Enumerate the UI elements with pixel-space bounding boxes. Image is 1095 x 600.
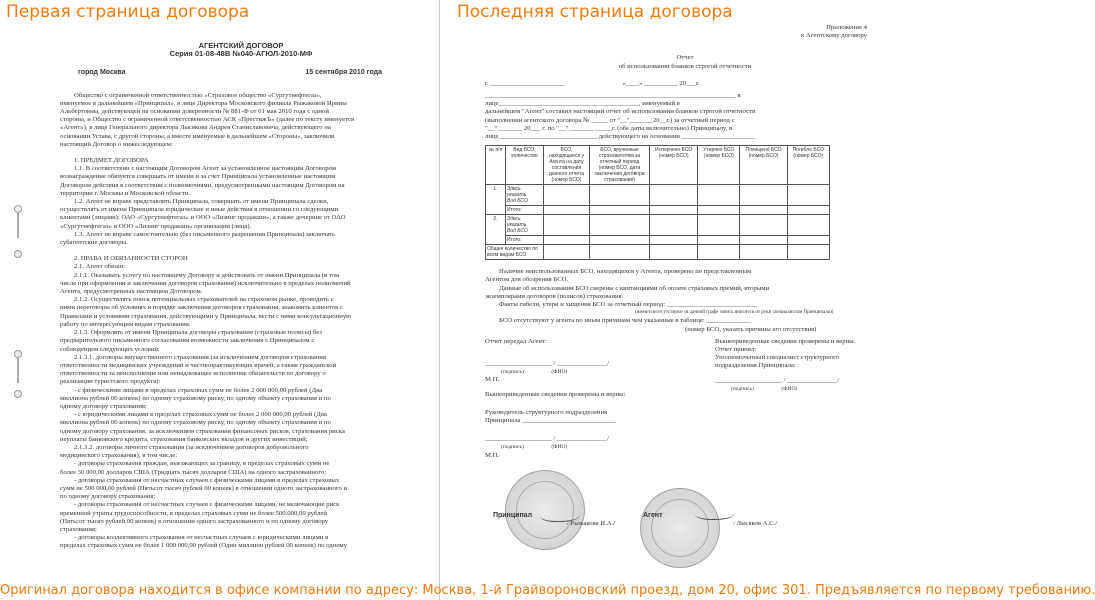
text-line: "__" _______ 20___ г. по "__" _______ _____г. (обе даты включительно) Принципалу, в — [485, 124, 733, 132]
text-line: лице_____________________________, действующего на основании ______________________ — [485, 133, 756, 141]
text-line: сумм не 500 000,00 рублей (Пятьсот тысяч рублей 00 копеек) в отношении одного застрахованного и — [60, 484, 348, 492]
principal-name: / Рыжакова И.А./ — [567, 520, 616, 527]
text-line: вознаграждение обязуется совершать от имени и за счет Принципала установленные настоящим — [60, 173, 336, 181]
text-line: Вышеприведенные сведения проверены и верны. — [715, 337, 856, 345]
text-line: Вид БСО — [507, 198, 528, 205]
text-line: 2.1. Агент обязан: — [74, 263, 126, 271]
table-header-cell: Похищено БСО (номер БСО) — [740, 146, 787, 185]
text-line: ____________________ / _______________/ — [715, 376, 840, 384]
text-line: (Пятьсот тысяч рублей 00 копеек) в отношении одного застрахованного и по одному договору — [60, 517, 329, 525]
contract-city: город Москва — [78, 69, 126, 77]
text-line: 2.1.1. Оказывать услугу по настоящему Договору и действовать от имени Принципала (в том — [74, 271, 340, 279]
text-line: Здесь — [507, 216, 521, 223]
contract-series: Серия 01-08-48В №040-АГЮЛ-2010-МФ — [169, 49, 313, 59]
text-line: подразделения Принципала: — [715, 362, 796, 370]
text-line: одному договору страхования, за исключением страхования финансовых рисков, страхования риска — [60, 427, 345, 435]
binder-thread — [17, 212, 19, 238]
text-line: М.П. — [485, 376, 500, 384]
text-line: (подпись) (ФИО) — [501, 444, 568, 451]
text-line: 2.1.3.1. договоры имущественного страхования (за исключением договоров страхования — [74, 353, 326, 361]
text-line: стороны, и Общество с ограниченной ответственностью АСК «ПрестижЪ» (далее по тексту именуется — [60, 116, 355, 124]
left-page-heading: Первая страница договора — [6, 2, 250, 22]
text-line: Агента, предусмотренных настоящим Договором. — [60, 288, 203, 296]
bso-report-table — [485, 145, 830, 260]
agent-signature — [695, 506, 735, 520]
text-line: ними переговоры об условиях и порядке заключения договоров страхования, знакомить клиентов с — [60, 304, 343, 312]
text-line: ___________________________________________________________________________ в — [485, 92, 741, 100]
binder-hole — [14, 390, 22, 398]
row-kind — [506, 185, 544, 206]
row-total: Итого: — [506, 206, 544, 215]
contract-title: АГЕНТСКИЙ ДОГОВОР — [198, 41, 284, 50]
text-line: экземплярами договоров (полисов) страхования. — [485, 292, 624, 300]
table-header-cell: БСО, находящиеся у Агента на дату составления данного отчета (номер БСО) — [544, 146, 590, 185]
text-line: ответственности медицинских учреждений и частнопрактикующих врачей, а также гражданской — [60, 361, 337, 369]
right-page-heading: Последняя страница договора — [457, 2, 733, 22]
text-line: - договоры страхования граждан, выезжающих за границу, в пределах страховых сумм не — [74, 460, 330, 468]
table-header-cell: № п/п — [486, 146, 506, 185]
table-header-cell: БСО, врученные страхователям за отчетный период (номер БСО, дата заключения договора страхования) — [590, 146, 650, 185]
text-line: по одному договору страхования; — [60, 493, 156, 501]
text-line: основании Устава, с другой стороны, а вместе именуемые в дальнейшем «Стороны», заключили — [60, 132, 335, 140]
text-line: об использовании бланков строгой отчетности — [618, 62, 752, 70]
agent-stamp — [640, 488, 720, 568]
text-line: - договоры страхования от несчастных случаев с физическими лицами в пределах страховых — [74, 476, 340, 484]
text-line: (номер БСО, указать причины его отсутствия) — [685, 325, 817, 333]
text-line: указать — [507, 192, 527, 199]
report-intro — [485, 92, 885, 141]
contract-body — [60, 42, 422, 551]
text-line: к Агентскому договору — [800, 32, 867, 40]
text-line: Руководитель структурного подразделения — [485, 408, 608, 416]
text-line: Альбертовны, действующей на основании доверенности № 881-Ф от 01 мая 2010 года с одной — [60, 108, 329, 116]
text-line: М.П. — [485, 451, 500, 459]
row-total: Итого: — [506, 236, 544, 245]
text-line: более 30 000,00 долларов США (Тридцать тысяч долларов США) на одного застрахованного; — [60, 468, 327, 476]
signature-right — [715, 338, 885, 460]
text-line: лице__________________________________________, именуемый в — [485, 100, 680, 108]
text-line: медицинского страхования), в том числе: — [60, 452, 178, 460]
text-line: числе при оформлении и заключении договоров страхования) исключительно в пределах полномочий — [60, 279, 351, 287]
table-header-cell: Утеряно БСО (номер БСО) — [698, 146, 740, 185]
table-row — [486, 206, 830, 215]
text-line: - договоры страхования от несчастных случаев с физическими лицами, не включающие риск — [74, 501, 340, 509]
text-line: 2.1.3. Оформлять от имени Принципала договоры страхования (страховые полисы) без — [74, 329, 322, 337]
text-line: Принципала ____________________________ — [485, 417, 616, 425]
text-line: ____________________ / _______________/ — [485, 435, 610, 443]
text-line: (имеются/отсутствуют (в данной графе запись вносится от руки специалистом Принципала)) — [635, 310, 834, 316]
appendix-label — [485, 24, 885, 40]
report-body — [485, 24, 885, 460]
page-footer-note: Оригинал договора находится в офисе компании по адресу: Москва, 1-й Грайвороновский проезд, дом 20, офис 301. Предъявляется по первому требованию. — [0, 583, 1095, 598]
text-line: страхования; — [60, 525, 97, 533]
text-line: соблюдением следующих условий: — [60, 345, 160, 353]
text-line: 1.2. Агент не вправе представлять Принципала, совершать от имени Принципала сделки, — [74, 198, 329, 206]
table-row — [486, 185, 830, 206]
text-line: неуплаты банковского кредита, страхования банковских вкладов и других инвестиций; — [60, 435, 308, 443]
text-line: именуемое в дальнейшем «Принципал», в лице Директора Московского филиала Рыжаковой Ирины — [60, 99, 347, 107]
text-line: 2.1.2. Осуществлять поиск потенциальных страхователей на страховом рынке, проводить с — [74, 296, 334, 304]
text-line: БСО отсутствуют у агента по иным причинам чем указанные в таблице: _____________ — [499, 317, 750, 325]
contract-date: 15 сентября 2010 года — [305, 69, 382, 77]
text-line: субагентские договоры. — [60, 239, 128, 247]
contract-city-date-row — [60, 69, 422, 77]
table-row — [486, 245, 830, 260]
contract-intro — [60, 92, 422, 149]
section-title: 2. ПРАВА И ОБЯЗАННОСТИ СТОРОН — [74, 255, 188, 263]
text-line: - договоры коллективного страхования от несчастных случаев с юридическими лицами в — [74, 534, 329, 542]
row-number: 2. — [486, 215, 506, 245]
text-line: Договором действия в соответствии с полномочиями, предусмотренными настоящим Договором на — [60, 181, 345, 189]
text-line: миллиона рублей 00 копеек) по одному страховому риску, по одному объекту страхования и по — [60, 419, 331, 427]
report-after-table — [485, 268, 885, 334]
text-line: Вышеприведенные сведения проверены и верны: — [485, 390, 626, 398]
text-line: Отчет передал Агент: — [485, 337, 547, 345]
agent-name: / Лысяков А.С./ — [733, 520, 778, 527]
text-line: (подпись) (ФИО) — [501, 369, 568, 376]
text-line: Отчет принял: — [715, 346, 757, 354]
text-line: 1.3. Агент не вправе самостоятельно (без письменного разрешения Принципала) заключать — [74, 230, 336, 238]
text-line: территории г. Москвы и Московской области. — [60, 189, 191, 197]
section-title: 1. ПРЕДМЕТ ДОГОВОРА — [74, 157, 149, 165]
agent-label: Агент — [643, 512, 663, 519]
text-line: (подпись) (ФИО) — [731, 385, 798, 392]
text-line: реализации туристского продукта): — [60, 378, 161, 386]
text-line: ____________________ / _______________/ — [485, 360, 610, 368]
text-line: 1.1. В соответствии с настоящим Договором Агент за установленное настоящим Договором — [74, 165, 337, 173]
table-row — [486, 215, 830, 236]
table-header-cell: Вид БСО, количество — [506, 146, 544, 185]
text-line: Данные об использовании БСО сверены с квитанциями об оплате страховых премий, вторыми — [499, 284, 770, 292]
table-header-row — [486, 146, 830, 185]
text-line: Правилами и условиями страхования, действующими у Принципала, вести с ними консультационную — [60, 312, 352, 320]
principal-label: Принципал — [493, 512, 533, 519]
text-line: - с юридическими лицами в пределах страховых сумм не более 2 000 000,00 рублей (Два — [74, 411, 327, 419]
text-line: настоящий Договор о нижеследующем: — [60, 140, 173, 148]
text-line: 2.1.3.2. договоры личного страхования (за исключением договоров добровольного — [74, 443, 309, 451]
report-place-date: г. ______________________ «____» __________ 20___г. — [485, 79, 700, 87]
report-title — [485, 54, 885, 70]
table-row — [486, 236, 830, 245]
text-line: осуществлять от имени Принципала юридические и иные действия в отношении со следующими — [60, 206, 339, 214]
text-line: «Сургутнефтегаз» и ООО «Лизинг продакшн» организации (лица). — [60, 222, 252, 230]
table-header-cell: Погибло БСО (номер БСО) — [787, 146, 829, 185]
table-header-cell: Испорчено БСО (номер БСО) — [650, 146, 698, 185]
signature-left — [485, 338, 685, 460]
row-grand-total: Общее количество по всем видам БСО — [486, 245, 544, 260]
text-line: Вид БСО — [507, 228, 528, 235]
text-line: Приложение 4 — [826, 24, 867, 31]
text-line: работу по интересующим видам страхования. — [60, 320, 191, 328]
section-1 — [60, 165, 422, 247]
binder-hole — [14, 250, 22, 258]
text-line: временной утраты трудоспособности, в пределах страховых сумм не более 500.000,00 рублей — [60, 509, 327, 517]
contract-last-page — [445, 0, 900, 600]
text-line: Факты гибели, утери и хищения БСО за отчетный период: ___________________________ — [499, 301, 758, 309]
text-line: одному договору страхования; — [60, 402, 147, 410]
text-line: Агентом для обозрения БСО. — [485, 276, 569, 284]
text-line: (выполнении агентского договора № _____ от "__"_______20__г.) за отчетный период с — [485, 116, 735, 124]
principal-signature — [540, 508, 580, 522]
text-line: «Агент»), в лице Генерального директора Лысякова Андрея Станиславовича, действующего на — [60, 124, 331, 132]
text-line: предварительного письменного согласования возможности заключения с Принципалом с — [60, 337, 315, 345]
signature-block — [485, 338, 885, 460]
text-line: - с физическими лицами в пределах страховых сумм не более 2 000 000,00 рублей (Два — [74, 386, 323, 394]
text-line: дальнейшем "Агент" составил настоящий отчет об использовании бланков строгой отчетности — [485, 108, 756, 116]
text-line: пределах страховых сумм не более 1 000 000,00 рублей (Один миллион рублей 00 копеек) по одному — [60, 542, 348, 550]
text-line: указать — [507, 222, 527, 229]
text-line: ответственности за неисполнение или ненадлежащее исполнение обязательств по договору о — [60, 370, 326, 378]
text-line: клиентами (лицами): ОАО «Сургутнефтегаз» и ООО «Лизинг продакшн», а также дочерние от ОАО — [60, 214, 346, 222]
binder-thread — [17, 357, 19, 383]
text-line: миллиона рублей 00 копеек) по одному страховому риску, по одному объекту страхования и по — [60, 394, 331, 402]
text-line: Общество с ограниченной ответственностью «Страховое общество «Сургутнефтегаз», — [74, 91, 322, 99]
contract-first-page — [0, 0, 440, 600]
text-line: Здесь — [507, 186, 521, 193]
text-line: Уполномоченный специалист структурного — [715, 354, 840, 362]
row-number: 1. — [486, 185, 506, 215]
row-kind — [506, 215, 544, 236]
text-line: Наличие неиспользованных БСО, находящихся у Агента, проверено по представленным — [499, 268, 752, 276]
section-2 — [60, 263, 422, 550]
text-line: Отчет — [676, 54, 694, 62]
